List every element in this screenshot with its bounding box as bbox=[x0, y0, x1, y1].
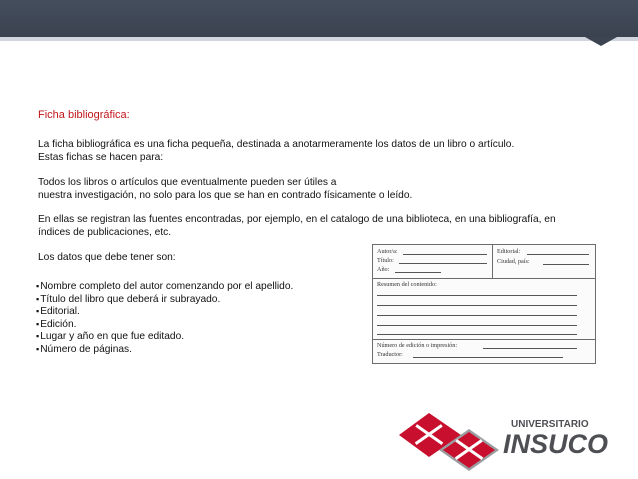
card-underline bbox=[413, 357, 563, 358]
text-line: nuestra investigación, no solo para los que se han en contrado físicamente o leído. bbox=[38, 189, 413, 201]
text-line: La ficha bibliográfica es una ficha pequeña, destinada a anotarmeramente los datos de un libro o artículo. bbox=[38, 139, 515, 150]
top-bar-band bbox=[0, 37, 638, 41]
card-field-autor: Autor/a: bbox=[377, 248, 398, 255]
card-underline bbox=[395, 272, 441, 273]
card-underline bbox=[403, 254, 487, 255]
list-item: ▪ Editorial. bbox=[36, 305, 596, 318]
slide-title: Ficha bibliográfica: bbox=[38, 109, 130, 121]
bibliographic-card-image bbox=[372, 244, 596, 364]
card-field-resumen: Resumen del contenido: bbox=[377, 281, 437, 288]
card-underline bbox=[377, 305, 577, 306]
list-item: ▪ Número de páginas. bbox=[36, 343, 596, 356]
card-underline bbox=[399, 263, 487, 264]
card-underline bbox=[377, 295, 577, 296]
paragraph-intro bbox=[38, 139, 598, 164]
text-line: Todos los libros o artículos que eventualmente pueden ser útiles a bbox=[38, 177, 337, 188]
card-underline bbox=[543, 264, 589, 265]
tab-notch bbox=[585, 37, 617, 46]
card-field-numero: Número de edición o impresión: bbox=[377, 342, 458, 349]
card-divider bbox=[373, 339, 595, 340]
paragraph-scope bbox=[38, 177, 598, 202]
top-bar bbox=[0, 0, 638, 37]
card-divider bbox=[492, 245, 493, 278]
card-underline bbox=[527, 254, 589, 255]
card-underline bbox=[377, 315, 577, 316]
card-field-editorial: Editorial: bbox=[497, 248, 521, 255]
card-field-titulo: Título: bbox=[377, 257, 394, 264]
card-underline bbox=[377, 325, 577, 326]
card-field-ciudad: Ciudad, país: bbox=[497, 258, 530, 265]
card-underline bbox=[483, 348, 577, 349]
logo-line2: INSUCO bbox=[503, 429, 609, 459]
logo-line1: UNIVERSITARIO bbox=[511, 419, 589, 430]
card-underline bbox=[377, 334, 577, 335]
text-line: En ellas se registran las fuentes encontradas, por ejemplo, en el catalogo de una biblioteca, en una bibliografía, en bbox=[38, 214, 556, 225]
text-line: índices de publicaciones, etc. bbox=[38, 226, 172, 238]
card-field-traductor: Traductor: bbox=[377, 351, 403, 358]
card-field-anio: Año: bbox=[377, 266, 390, 273]
list-item: ▪ Lugar y año en que fue editado. bbox=[36, 330, 596, 343]
paragraph-sources bbox=[38, 214, 598, 239]
text-line: Estas fichas se hacen para: bbox=[38, 151, 164, 163]
insuco-logo bbox=[399, 405, 638, 475]
list-item: ▪ Nombre completo del autor comenzando por el apellido. bbox=[36, 280, 596, 293]
list-item: ▪ Edición. bbox=[36, 318, 596, 331]
card-divider bbox=[373, 278, 595, 279]
text-line: Los datos que debe tener son: bbox=[38, 252, 176, 263]
list-item: ▪ Título del libro que deberá ir subrayado. bbox=[36, 293, 596, 306]
